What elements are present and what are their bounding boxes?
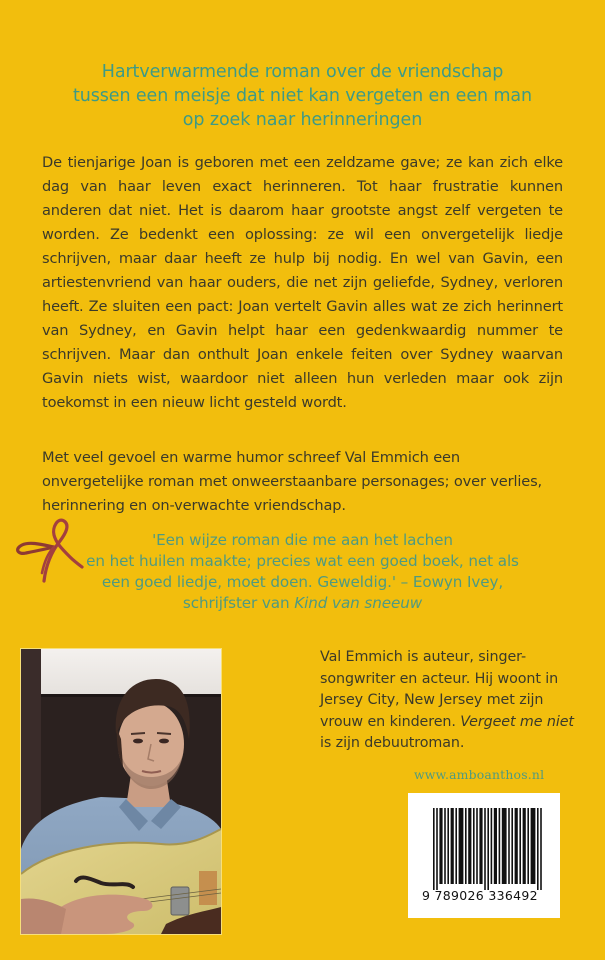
synopsis-paragraph-2: Met veel gevoel en warme humor schreef Val Emmich een onvergetelijke roman met onweerstaanbare personages; over verlies, herinnering en on-verwachte vriendschap. [42,449,543,514]
isbn-barcode [408,793,560,918]
isbn-number: 9 789026 336492 [422,888,538,903]
publisher-website[interactable]: www.amboanthos.nl [414,767,545,782]
tagline-line-1: Hartverwarmende roman over de vriendschap [101,62,504,82]
quote-line-2: en het huilen maakte; precies wat een goed boek, net als [86,552,519,570]
review-quote [0,530,605,614]
author-photo [20,648,222,935]
tagline-line-3: op zoek naar herinneringen [182,110,423,130]
synopsis-paragraph-1: De tienjarige Joan is geboren met een zeldzame gave; ze kan zich elke dag van haar leven exact herinneren. Tot haar frustratie kunnen anderen dat niet. Het is daarom haar grootste angst zelf vergeten te worden. Ze bedenkt een oplossing: ze wil een onvergetelijk liedje schrijven, maar daar heeft ze hulp bij nodig. En wel van Gavin, een artiestenvriend van haar ouders, die net zijn geliefde, Sydney, verloren heeft. Ze sluiten een pact: Joan vertelt Gavin alles wat ze zich herinnert van Sydney, en Gavin helpt haar een gedenkwaardig nummer te schrijven. Maar dan onthult Joan enkele feiten over Sydney waarvan Gavin niets wist, waardoor niet alleen hun verleden maar ook zijn toekomst in een nieuw licht gesteld wordt. [42,154,563,411]
quote-book-title: Kind van sneeuw [294,594,423,612]
author-bio-text: Val Emmich is auteur, singer-songwriter en acteur. Hij woont in Jersey City, New Jersey met zijn vrouw en kinderen. [320,649,559,730]
barcode-bars-icon [433,808,545,890]
quote-line-4 [0,593,605,614]
book-title: Vergeet me niet [460,713,574,730]
quote-line-1: 'Een wijze roman die me aan het lachen [152,531,453,549]
author-photo-illustration [21,649,221,934]
author-bio [320,647,585,755]
quote-attribution-prefix: schrijfster van [182,594,295,612]
tagline [0,60,605,132]
quote-line-3: een goed liedje, moet doen. Geweldig.' – Eowyn Ivey, [101,573,504,591]
author-bio-text-end: is zijn debuutroman. [320,735,465,751]
tagline-line-2: tussen een meisje dat niet kan vergeten en een man [72,86,533,106]
